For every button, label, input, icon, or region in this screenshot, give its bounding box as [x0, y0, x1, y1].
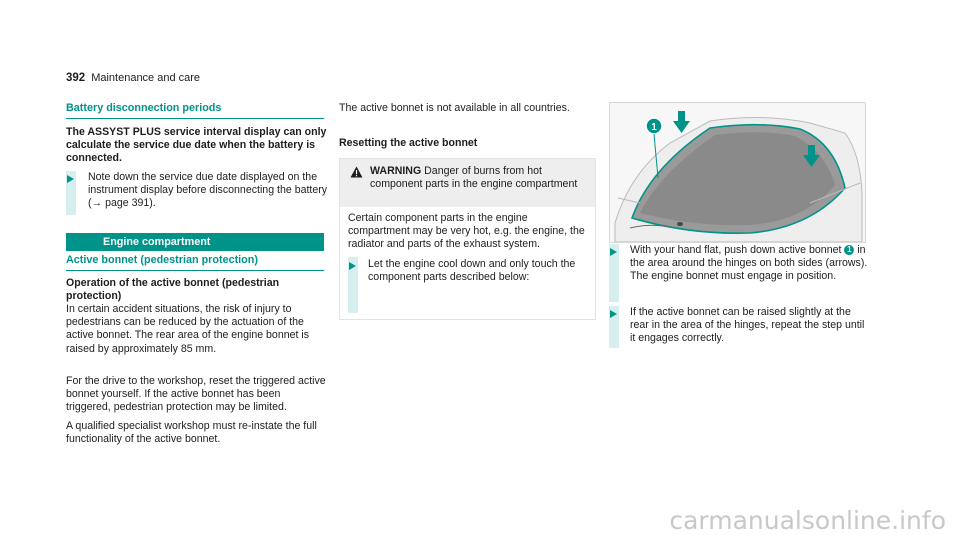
section-rule: [66, 270, 324, 271]
battery-section-title: Battery disconnection periods: [66, 102, 222, 114]
assyst-heading: The ASSYST PLUS service interval display can only calculate the service due date when the battery is connected.: [66, 126, 327, 165]
step-arrow-icon: [610, 310, 617, 318]
step-1-text-cont: in the area around the hinges on both sides (arrows).: [630, 244, 868, 270]
step-1-line2: The engine bonnet must engage in position.: [630, 270, 837, 283]
warning-body: Certain component parts in the engine compartment may be very hot, e.g. the engine, the radiator and parts of the exhaust system.: [348, 212, 585, 251]
page-number: 392: [66, 72, 86, 84]
warning-heading: [370, 165, 588, 191]
bonnet-illustration: [609, 102, 866, 243]
watermark: carmanualsonline.info: [669, 505, 946, 535]
step-arrow-icon: [67, 175, 74, 183]
step-1-text: With your hand flat, push down active bonnet: [630, 244, 842, 256]
engine-compartment-bar: [66, 233, 324, 251]
callout-badge: 1: [844, 245, 854, 255]
warning-box: [339, 158, 596, 320]
resetting-heading: Resetting the active bonnet: [339, 137, 478, 149]
cool-step: Let the engine cool down and only touch the component parts described below:: [368, 258, 576, 284]
step-arrow-icon: [610, 248, 617, 256]
engine-compartment-title: Engine compartment: [103, 236, 211, 248]
paragraph: For the drive to the workshop, reset the triggered active bonnet yourself. If the active bonnet has been triggered, pedestrian protection may be limited.: [66, 375, 326, 414]
availability-note: The active bonnet is not available in all countries.: [339, 102, 570, 114]
callout-label: 1: [651, 122, 657, 133]
warning-text: Danger of burns from hot component parts in the engine compartment: [370, 165, 578, 191]
active-bonnet-title: Active bonnet (pedestrian protection): [66, 254, 258, 266]
warning-label: WARNING: [370, 165, 422, 177]
step-1: [630, 244, 870, 284]
paragraph: In certain accident situations, the risk of injury to pedestrians can be reduced by the actuation of the active bonnet. The rear area of the engine bonnet is raised by approximately 85 mm.: [66, 303, 310, 355]
paragraph: A qualified specialist workshop must re-instate the full functionality of the active bonnet.: [66, 420, 317, 446]
warning-triangle-icon: [350, 166, 363, 178]
page-header: [66, 72, 200, 85]
note-step: Note down the service due date displayed on the instrument display before disconnecting the battery (→ page 391).: [88, 171, 328, 210]
operation-heading: Operation of the active bonnet (pedestrian protection): [66, 277, 280, 303]
section-rule: [66, 118, 324, 119]
step-2: If the active bonnet can be raised slightly at the rear in the area of the hinges, repeat the step until it engages correctly.: [630, 306, 865, 345]
car-bonnet-image: [610, 103, 865, 242]
section-title: Maintenance and care: [91, 72, 201, 84]
step-arrow-icon: [349, 262, 356, 270]
